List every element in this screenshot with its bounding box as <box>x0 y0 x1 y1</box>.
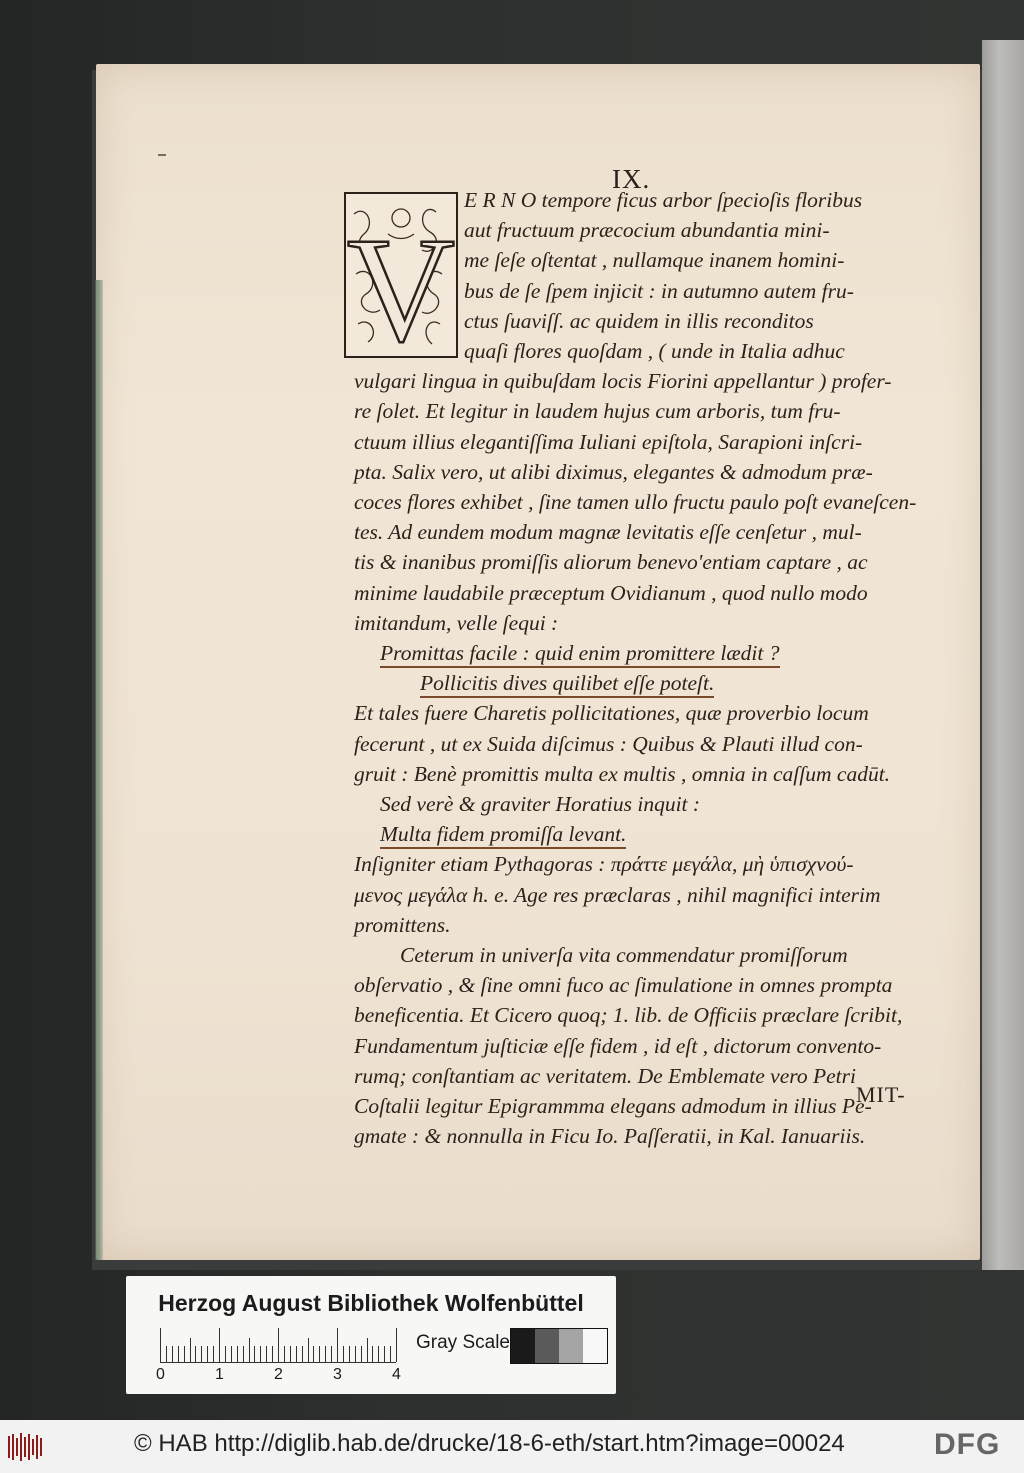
ruler-tick <box>361 1346 362 1362</box>
ruler-tick <box>349 1346 350 1362</box>
ruler-tick <box>372 1346 373 1362</box>
ruler-tick <box>396 1328 397 1362</box>
text-line: ctus ſuaviſſ. ac quidem in illis reconditos <box>464 308 814 333</box>
ruler-tick <box>302 1346 303 1362</box>
initial-letter: V <box>346 207 456 356</box>
text-line: Promittas facile : quid enim promittere lædit ? <box>380 639 780 667</box>
scale-card <box>126 1276 616 1394</box>
ruler-tick <box>308 1338 309 1362</box>
dfg-logo: DFG <box>934 1428 1001 1461</box>
ruler-tick <box>337 1328 338 1362</box>
library-name: Herzog August Bibliothek Wolfenbüttel <box>158 1290 584 1316</box>
ruler-number: 3 <box>333 1366 342 1383</box>
text-line: fecerunt , ut ex Suida diſcimus : Quibus & Plauti illud con- <box>354 731 863 756</box>
ruler-tick <box>290 1346 291 1362</box>
text-line: Fundamentum juſticiæ eſſe fidem , id eſt , dictorum convento- <box>354 1033 882 1058</box>
text-line: Et tales fuere Charetis pollicitationes, quæ proverbio locum <box>354 701 869 726</box>
ruler-number: 4 <box>392 1366 401 1383</box>
copyright-url[interactable]: © HAB http://diglib.hab.de/drucke/18-6-eth/start.htm?image=00024 <box>134 1430 845 1457</box>
ruler-baseline <box>160 1362 396 1363</box>
catchword: MIT- <box>856 1082 906 1107</box>
ruler-tick <box>343 1346 344 1362</box>
text-line: gruit : Benè promittis multa ex multis , omnia in caſſum cadūt. <box>354 761 891 786</box>
text-line: ctuum illius elegantiſſima Iuliani epiſtola, Sarapioni inſcri- <box>354 429 863 454</box>
gray-swatch <box>511 1329 535 1363</box>
ruler-tick <box>166 1346 167 1362</box>
text-line: Ceterum in univerſa vita commendatur promiſſorum <box>400 943 848 967</box>
ruler-tick <box>160 1328 161 1362</box>
ruler <box>160 1328 396 1362</box>
ruler-tick <box>313 1346 314 1362</box>
ruler-tick <box>201 1346 202 1362</box>
text-line: tis & inanibus promiſſis aliorum benevo'entiam captare , ac <box>354 550 868 575</box>
hab-logo-icon <box>6 1430 46 1464</box>
gray-scale-swatches <box>510 1328 608 1364</box>
ruler-tick <box>178 1346 179 1362</box>
ruler-tick <box>384 1346 385 1362</box>
text-line: Coſtalii legitur Epigrammma elegans admodum in illius Pe- <box>354 1094 872 1118</box>
text-line: gmate : & nonnulla in Ficu Io. Paſſeratii, in Kal. Ianuariis. <box>354 1124 866 1149</box>
text-line: obſervatio , & ſine omni fuco ac ſimulatione in omnes prompta <box>354 973 893 998</box>
ruler-number: 1 <box>215 1366 224 1383</box>
text-line: Sed verè & graviter Horatius inquit : <box>380 792 701 816</box>
ruler-tick <box>272 1346 273 1362</box>
page-mark <box>158 154 166 156</box>
footer-bar <box>0 1420 1024 1473</box>
text-line: vulgari lingua in quibuſdam locis Fiorini appellantur ) profer- <box>354 369 892 394</box>
ruler-tick <box>207 1346 208 1362</box>
text-line: Inſigniter etiam Pythagoras : πράττε μεγάλα, μὴ ὑπισχνού- <box>354 852 854 877</box>
ruler-tick <box>184 1346 185 1362</box>
ruler-tick <box>355 1346 356 1362</box>
text-line: aut fructuum præcocium abundantia mini- <box>464 218 830 243</box>
ruler-tick <box>284 1346 285 1362</box>
page-binding-edge <box>95 280 103 1260</box>
gray-swatch <box>583 1329 607 1363</box>
text-line: re ſolet. Et legitur in laudem hujus cum arboris, tum fru- <box>354 399 841 424</box>
text-line: E R N O tempore ficus arbor ſpecioſis floribus <box>464 188 863 212</box>
ruler-tick <box>390 1346 391 1362</box>
ruler-tick <box>254 1346 255 1362</box>
ruler-number: 0 <box>156 1366 165 1383</box>
ruler-tick <box>319 1346 320 1362</box>
text-line: rumq; conſtantiam ac veritatem. De Emblemate vero Petri <box>354 1063 856 1088</box>
ruler-tick <box>243 1346 244 1362</box>
ruler-tick <box>331 1346 332 1362</box>
page-number: IX. <box>612 164 651 194</box>
text-line: tes. Ad eundem modum magnæ levitatis eſſe cenſetur , mul- <box>354 520 862 545</box>
ruler-tick <box>219 1328 220 1362</box>
text-line: beneficentia. Et Cicero quoq; 1. lib. de Officiis præclare ſcribit, <box>354 1003 903 1028</box>
text-line: Multa fidem promiſſa levant. <box>380 820 626 848</box>
text-line: Pollicitis dives quilibet eſſe poteſt. <box>420 669 714 697</box>
adjacent-page-edge <box>982 40 1024 1270</box>
text-line: promittens. <box>354 912 451 937</box>
ruler-tick <box>231 1346 232 1362</box>
decorated-initial <box>344 192 458 358</box>
ruler-tick <box>378 1346 379 1362</box>
gray-swatch <box>535 1329 559 1363</box>
ruler-tick <box>249 1338 250 1362</box>
initial-letter-ornament-icon <box>346 194 456 356</box>
ruler-tick <box>172 1346 173 1362</box>
ruler-tick <box>325 1346 326 1362</box>
ruler-tick <box>225 1346 226 1362</box>
text-line: minime laudabile præceptum Ovidianum , quod nullo modo <box>354 580 868 605</box>
text-line: bus de ſe ſpem injicit : in autumno autem fru- <box>464 278 854 303</box>
ruler-tick <box>296 1346 297 1362</box>
gray-swatch <box>559 1329 583 1363</box>
ruler-tick <box>237 1346 238 1362</box>
gray-scale-label: Gray Scale <box>416 1332 510 1353</box>
ruler-tick <box>367 1338 368 1362</box>
ruler-tick <box>190 1338 191 1362</box>
text-line: μενος μεγάλα h. e. Age res præclaras , nihil magnifici interim <box>354 882 881 907</box>
text-line: quaſi flores quoſdam , ( unde in Italia adhuc <box>464 339 845 363</box>
ruler-tick <box>266 1346 267 1362</box>
ruler-tick <box>213 1346 214 1362</box>
ruler-tick <box>278 1328 279 1362</box>
text-line: coces flores exhibet , ſine tamen ullo fructu paulo poſt evaneſcen- <box>354 490 917 514</box>
text-line: imitandum, velle ſequi : <box>354 610 559 635</box>
text-line: me ſeſe oſtentat , nullamque inanem homini- <box>464 248 845 273</box>
ruler-tick <box>195 1346 196 1362</box>
ruler-number: 2 <box>274 1366 283 1383</box>
text-line: pta. Salix vero, ut alibi diximus, elegantes & admodum præ- <box>354 459 873 484</box>
ruler-tick <box>260 1346 261 1362</box>
